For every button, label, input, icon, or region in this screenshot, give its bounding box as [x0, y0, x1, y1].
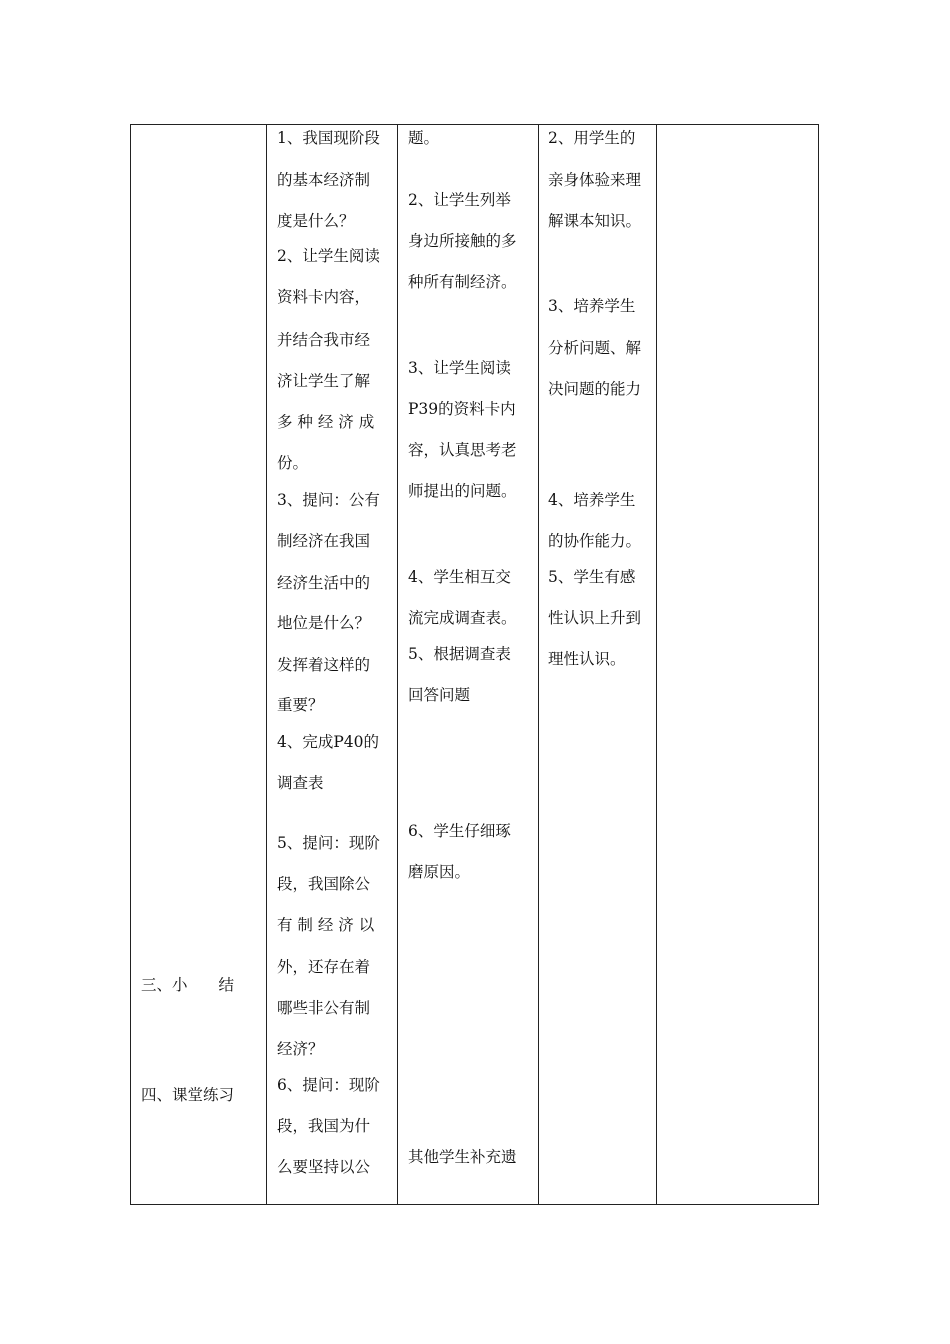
lesson-table: [130, 124, 819, 1205]
teacher-activity-line: 度是什么？: [277, 212, 355, 230]
teacher-activity-line: 5、提问：现阶: [277, 834, 380, 852]
student-activity-line: 2、让学生列举: [408, 191, 511, 209]
teacher-activity-line: 外，还存在着: [277, 958, 371, 976]
teacher-activity-line: 份。: [277, 454, 309, 472]
student-activity-line: 回答问题: [408, 686, 471, 704]
design-intent-line: 4、培养学生: [548, 491, 636, 509]
design-intent-line: 5、学生有感: [548, 568, 636, 586]
student-activity-line: 4、学生相互交: [408, 568, 511, 586]
design-intent-line: 2、用学生的: [548, 129, 636, 147]
student-activity-line: 身边所接触的多: [408, 232, 517, 250]
student-activity-line: 3、让学生阅读: [408, 359, 511, 377]
teacher-activity-line: 2、让学生阅读: [277, 247, 380, 265]
teacher-activity-line: 发挥着这样的: [277, 656, 371, 674]
student-activity-line: 6、学生仔细琢: [408, 822, 511, 840]
column-divider: [266, 125, 267, 1204]
teacher-activity-line: 资料卡内容，: [277, 288, 371, 306]
teacher-activity-line: 的基本经济制: [277, 171, 371, 189]
teacher-activity-line: 段，我国为什: [277, 1117, 371, 1135]
teacher-activity-line: 制经济在我国: [277, 532, 371, 550]
teacher-activity-line: 济让学生了解: [277, 372, 371, 390]
teacher-activity-line: 调查表: [277, 774, 324, 792]
design-intent-line: 决问题的能力: [548, 380, 642, 398]
student-activity-line: 流完成调查表。: [408, 609, 517, 627]
design-intent-line: 分析问题、解: [548, 339, 642, 357]
student-activity-line: 其他学生补充遗: [408, 1148, 517, 1166]
student-activity-line: 题。: [408, 129, 440, 147]
teacher-activity-line: 段，我国除公: [277, 875, 371, 893]
teacher-activity-line: 6、提问：现阶: [277, 1076, 380, 1094]
column-divider: [656, 125, 657, 1204]
design-intent-line: 亲身体验来理: [548, 171, 642, 189]
student-activity-line: 容，认真思考老: [408, 441, 517, 459]
teacher-activity-line: 4、完成P40的: [277, 733, 380, 751]
teacher-activity-line: 并结合我市经: [277, 331, 371, 349]
teacher-activity-line: 1、我国现阶段: [277, 129, 380, 147]
column-divider: [538, 125, 539, 1204]
student-activity-line: 磨原因。: [408, 863, 471, 881]
section-heading-summary: 三、小 结: [141, 976, 235, 994]
teacher-activity-line: 经济生活中的: [277, 574, 371, 592]
student-activity-line: P39的资料卡内: [408, 400, 516, 418]
design-intent-line: 的协作能力。: [548, 532, 642, 550]
teacher-activity-line: 多 种 经 济 成: [277, 413, 375, 431]
teacher-activity-line: 么要坚持以公: [277, 1158, 371, 1176]
teacher-activity-line: 地位是什么？: [277, 614, 371, 632]
teacher-activity-line: 哪些非公有制: [277, 999, 371, 1017]
design-intent-line: 理性认识。: [548, 650, 626, 668]
student-activity-line: 师提出的问题。: [408, 482, 517, 500]
design-intent-line: 性认识上升到: [548, 609, 642, 627]
design-intent-line: 解课本知识。: [548, 212, 642, 230]
student-activity-line: 5、根据调查表: [408, 645, 511, 663]
teacher-activity-line: 经济？: [277, 1040, 324, 1058]
design-intent-line: 3、培养学生: [548, 297, 636, 315]
teacher-activity-line: 3、提问：公有: [277, 491, 380, 509]
teacher-activity-line: 有 制 经 济 以: [277, 916, 375, 934]
teacher-activity-line: 重要？: [277, 696, 324, 714]
student-activity-line: 种所有制经济。: [408, 273, 517, 291]
section-heading-exercise: 四、课堂练习: [141, 1086, 235, 1104]
column-divider: [397, 125, 398, 1204]
